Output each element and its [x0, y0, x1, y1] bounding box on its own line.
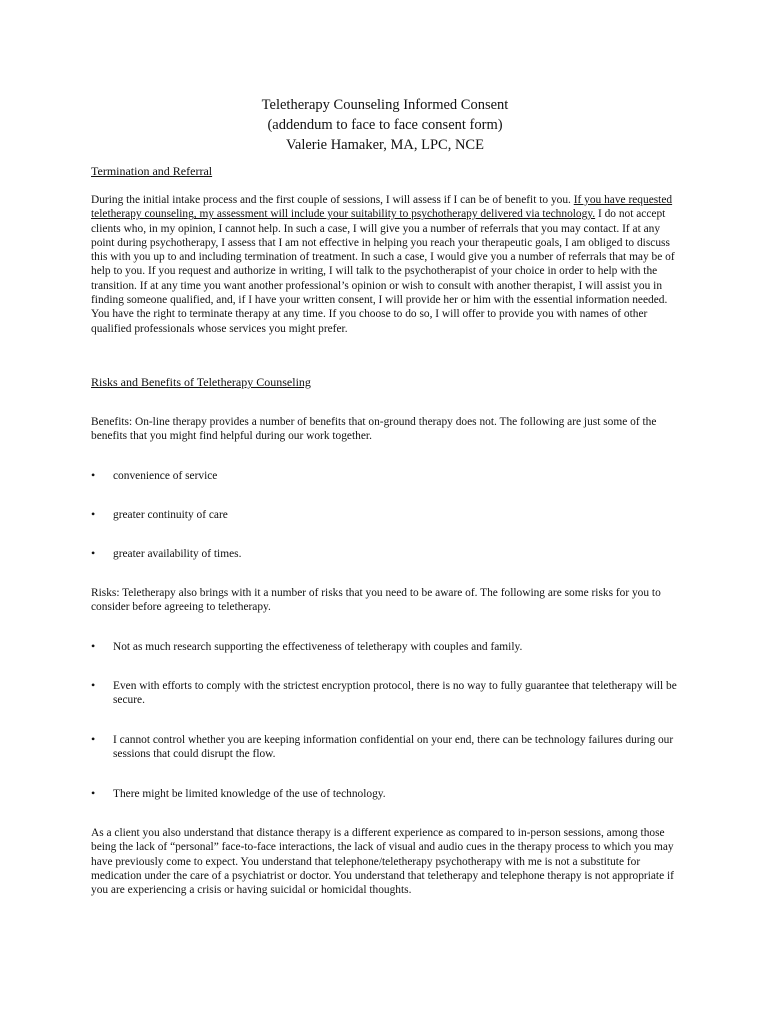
termination-text-rest: I do not accept clients who, in my opinion, I cannot help. In such a case, I will give you a number of referrals that you may contact. If at any point during psychotherapy, I assess that I am not effective in helping you reach your therapeutic goals, I am obliged to discuss this with you up to and including termination of treatment. In such a case, I would give you a number of referrals that may be of help to you. If you request and authorize in writing, I will talk to the psychotherapist of your choice in order to help with the transition. If at any time you want another professional’s opinion or wish to consult with another therapist, I will assist you in finding someone qualified, and, if I have your written consent, I will provide her or him with the essential information needed. You have the right to terminate therapy at any time. If you choose to do so, I will offer to provide you with names of other qualified professionals whose services you might prefer.: [91, 208, 675, 335]
heading-termination-referral: Termination and Referral: [91, 164, 213, 178]
benefit-text: greater availability of times.: [113, 548, 242, 560]
risk-text: Even with efforts to comply with the strictest encryption protocol, there is no way to fully guarantee that teletherapy will be secure.: [113, 680, 677, 707]
author-line: Valerie Hamaker, MA, LPC, NCE: [286, 137, 484, 153]
risk-text: I cannot control whether you are keeping information confidential on your end, there can be technology failures during our sessions that could disrupt the flow.: [113, 734, 674, 761]
risk-text: Not as much research supporting the effectiveness of teletherapy with couples and family.: [113, 641, 523, 653]
heading-risks-benefits: Risks and Benefits of Teletherapy Counseling: [91, 375, 311, 389]
risk-text: There might be limited knowledge of the use of technology.: [113, 788, 386, 800]
bullet-icon: •: [91, 732, 96, 746]
paragraph-benefits-intro: Benefits: On-line therapy provides a number of benefits that on-ground therapy does not. The following are just some of the benefits that you might find helpful during our work together.: [91, 416, 657, 443]
paragraph-risks-intro: Risks: Teletherapy also brings with it a number of risks that you need to be aware of. The following are some risks for you to consider before agreeing to teletherapy.: [91, 587, 661, 614]
title-line: Teletherapy Counseling Informed Consent: [261, 97, 509, 113]
benefit-text: greater continuity of care: [113, 509, 228, 521]
bullet-icon: •: [91, 468, 96, 482]
bullet-icon: •: [91, 546, 96, 560]
termination-text-underlined: If you have requested teletherapy counseling, my assessment will include your suitability to psychotherapy delivered via technology.: [91, 194, 673, 221]
termination-text-start: During the initial intake process and the first couple of sessions, I will assess if I can be of benefit to you.: [91, 194, 574, 206]
paragraph-termination: [91, 193, 683, 336]
bullet-icon: •: [91, 507, 96, 521]
document-title: [0, 95, 770, 155]
bullet-icon: •: [91, 639, 96, 653]
bullet-icon: •: [91, 786, 96, 800]
bullet-icon: •: [91, 678, 96, 692]
benefit-text: convenience of service: [113, 470, 218, 482]
subtitle-line: (addendum to face to face consent form): [267, 117, 503, 133]
paragraph-closing: As a client you also understand that distance therapy is a different experience as compared to in-person sessions, among those being the lack of “personal” face-to-face interactions, the lack of visual and audio cues in the therapy process to which you may have previously come to expect. You understand that telephone/teletherapy psychotherapy with me is not a substitute for medication under the care of a psychiatrist or doctor. You understand that teletherapy and telephone therapy is not appropriate if you are experiencing a crisis or having suicidal or homicidal thoughts.: [91, 827, 674, 897]
